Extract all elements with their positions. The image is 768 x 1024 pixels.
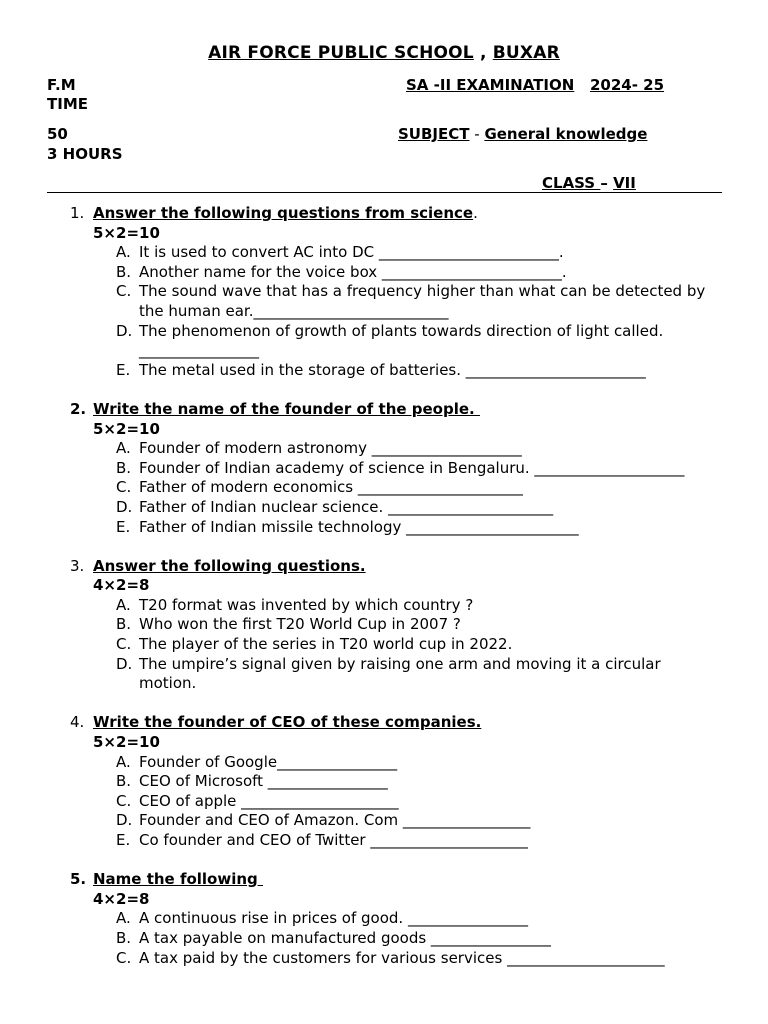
item-text: The sound wave that has a frequency higher than what can be detected by the human ear.__________________________ [139, 282, 711, 320]
list-item [0, 929, 768, 949]
list-item [0, 772, 768, 792]
class-line [542, 173, 636, 193]
list-item [0, 792, 768, 812]
question-marks: 5×2=10 [93, 223, 160, 242]
item-letter: E. [116, 517, 131, 536]
question-title [93, 400, 768, 420]
item-letter: C. [116, 635, 132, 654]
subject-value: General knowledge [484, 125, 648, 143]
question-marks: 5×2=10 [93, 419, 160, 438]
item-text: Another name for the voice box ________________________. [139, 262, 567, 281]
question-marks: 4×2=8 [93, 576, 150, 595]
list-item [0, 498, 768, 518]
item-text: The umpire’s signal given by raising one arm and moving it a circular motion. [139, 654, 666, 693]
item-letter: C. [116, 948, 132, 967]
question-number: 1. [70, 204, 85, 222]
item-text: Founder of Google________________ [139, 752, 398, 771]
item-text: Founder and CEO of Amazon. Com _________________ [139, 811, 531, 830]
exam-year: 2024- 25 [589, 76, 665, 94]
class-dash: – [600, 174, 614, 192]
question-number: 4. [70, 713, 85, 732]
question-4 [0, 713, 768, 850]
item-text: Father of Indian nuclear science. ______________________ [139, 497, 554, 516]
item-letter: B. [116, 262, 132, 281]
school-city: BUXAR [492, 43, 560, 63]
item-text: Father of modern economics ______________________ [139, 478, 523, 497]
subject-label: SUBJECT [398, 125, 470, 143]
question-title [93, 870, 768, 890]
item-text: Who won the first T20 World Cup in 2007 ? [139, 615, 461, 634]
question-number: 5. [70, 870, 87, 889]
question-title-text: Write the name of the founder of the people. [93, 399, 480, 418]
item-letter: E. [116, 360, 131, 379]
question-number: 2. [70, 399, 87, 418]
header-divider [47, 192, 722, 193]
item-text: Father of Indian missile technology _______________________ [139, 517, 579, 536]
question-title-text: Write the founder of CEO of these companies. [93, 713, 482, 732]
list-item [0, 478, 768, 498]
item-letter: B. [116, 615, 132, 634]
list-item [0, 615, 768, 635]
question-title-text: Answer the following questions from science [93, 204, 474, 222]
item-letter: C. [116, 478, 132, 497]
item-letter: C. [116, 791, 132, 810]
question-title [93, 557, 768, 577]
class-label: CLASS [542, 174, 601, 192]
subject-dash: - [469, 125, 485, 143]
item-text: Founder of Indian academy of science in Bengaluru. ____________________ [139, 458, 685, 477]
time-value: 3 HOURS [47, 145, 123, 163]
school-title [0, 43, 768, 63]
item-letter: A. [116, 243, 131, 262]
list-item [0, 439, 768, 459]
list-item [0, 459, 768, 479]
question-3 [0, 557, 768, 694]
exam-title [406, 75, 664, 95]
list-item [0, 831, 768, 851]
item-letter: A. [116, 752, 131, 771]
list-item [0, 949, 768, 969]
item-text: A continuous rise in prices of good. ________________ [139, 909, 528, 928]
question-2 [0, 400, 768, 537]
item-letter: B. [116, 458, 132, 477]
list-item [0, 243, 768, 263]
item-text: The phenomenon of growth of plants towards direction of light called. ________________ [139, 321, 664, 360]
item-text: CEO of Microsoft ________________ [139, 772, 388, 791]
title-separator: , [473, 43, 493, 63]
question-title [93, 713, 768, 733]
question-marks: 4×2=8 [93, 889, 150, 908]
fm-value: 50 [47, 125, 68, 143]
question-title-text: Answer the following questions. [93, 556, 366, 575]
item-letter: A. [116, 909, 131, 928]
list-item [0, 655, 768, 694]
list-item [0, 909, 768, 929]
item-letter: D. [116, 811, 133, 830]
list-item [0, 596, 768, 616]
school-name: AIR FORCE PUBLIC SCHOOL [208, 43, 474, 63]
class-value: VII [613, 174, 636, 192]
item-text: T20 format was invented by which country ? [139, 595, 474, 614]
list-item [0, 282, 768, 321]
question-1 [0, 204, 768, 380]
exam-label: SA -II EXAMINATION [406, 76, 575, 94]
item-text: The metal used in the storage of batteries. ________________________ [139, 360, 646, 379]
question-marks: 5×2=10 [93, 733, 160, 752]
list-item [0, 263, 768, 283]
question-title [93, 204, 768, 224]
item-letter: A. [116, 595, 131, 614]
list-item [0, 635, 768, 655]
item-letter: A. [116, 439, 131, 458]
item-text: A tax payable on manufactured goods ________________ [139, 928, 551, 947]
subject-line [398, 124, 647, 144]
item-text: Co founder and CEO of Twitter _____________________ [139, 831, 528, 849]
item-letter: D. [116, 321, 133, 340]
fm-label: F.M [47, 76, 76, 94]
item-letter: B. [116, 772, 132, 791]
question-title-suffix: . [473, 204, 478, 222]
list-item [0, 322, 768, 361]
list-item [0, 753, 768, 773]
item-letter: D. [116, 497, 133, 516]
list-item [0, 811, 768, 831]
time-label: TIME [47, 95, 88, 113]
question-list [0, 204, 768, 988]
question-title-text: Name the following [93, 870, 264, 889]
item-text: The player of the series in T20 world cup in 2022. [139, 635, 513, 654]
item-letter: D. [116, 654, 133, 673]
list-item [0, 361, 768, 381]
question-5 [0, 870, 768, 968]
item-letter: C. [116, 282, 132, 301]
item-text: Founder of modern astronomy ____________________ [139, 439, 522, 458]
item-letter: B. [116, 928, 132, 947]
item-text: It is used to convert AC into DC ________________________. [139, 243, 564, 262]
item-letter: E. [116, 831, 131, 849]
question-number: 3. [70, 556, 85, 575]
item-text: A tax paid by the customers for various services _____________________ [139, 948, 665, 967]
list-item [0, 518, 768, 538]
item-text: CEO of apple _____________________ [139, 791, 399, 810]
